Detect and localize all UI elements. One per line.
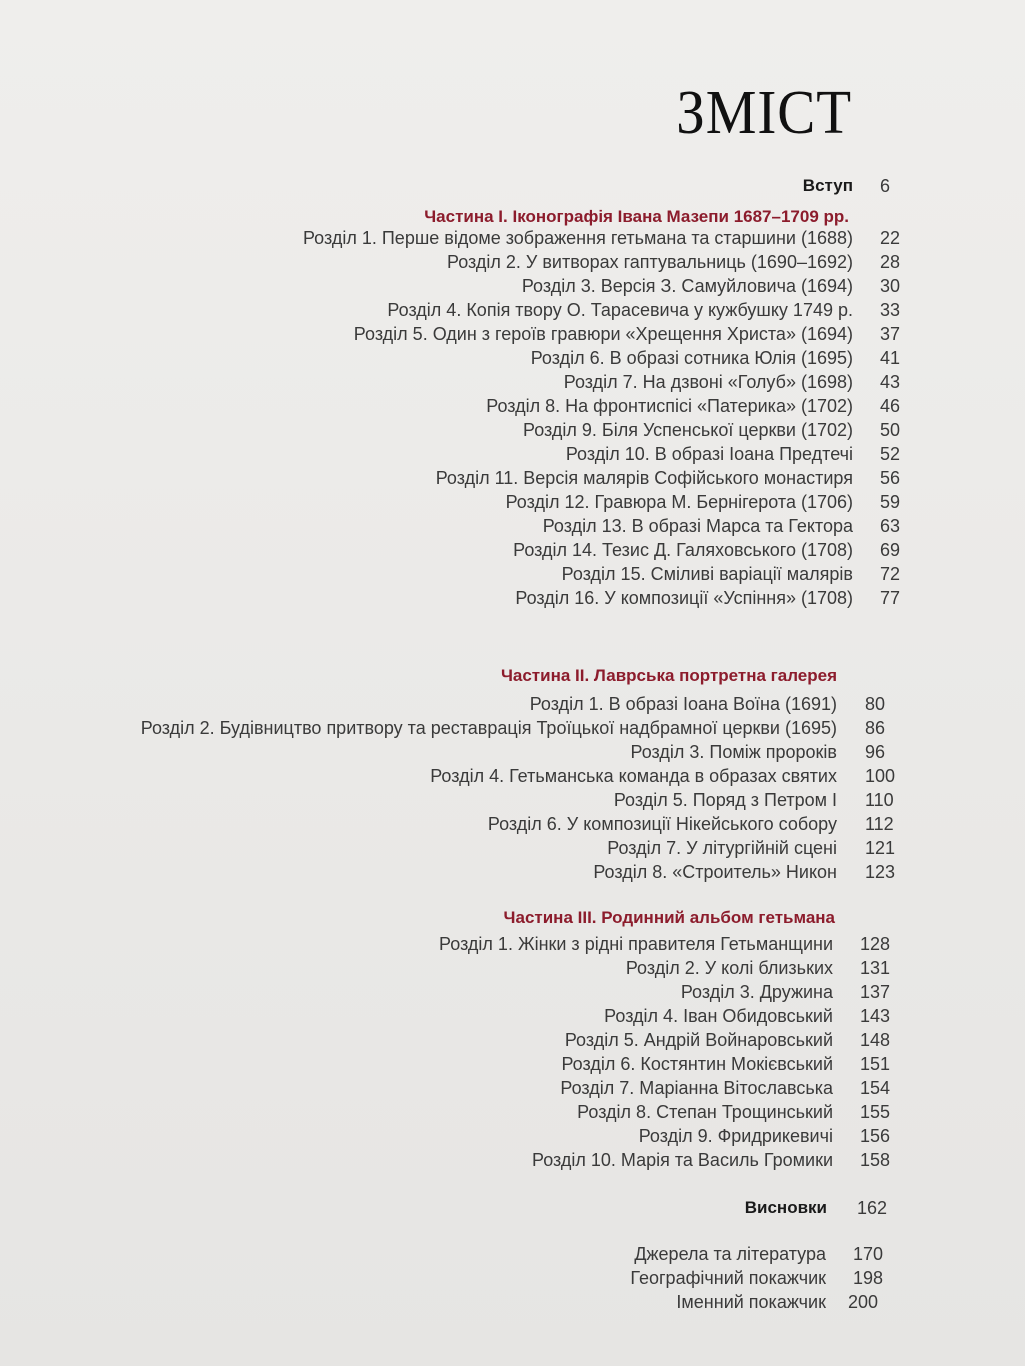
toc-entry-page: 158 (860, 1150, 891, 1170)
toc-entry-page: 59 (880, 492, 901, 512)
toc-entry (0, 836, 1025, 860)
toc-entry (0, 692, 1025, 716)
toc-entry-conclusions (0, 1196, 1025, 1220)
toc-entry-label: Висновки (744, 1198, 827, 1217)
toc-entry (0, 370, 1025, 394)
toc-entry-label: Розділ 2. У витворах гаптувальниць (1690–1692) (447, 252, 853, 272)
toc-entry-label: Розділ 5. Андрій Войнаровський (564, 1030, 833, 1050)
toc-entry (0, 788, 1025, 812)
toc-entry-page: 112 (865, 814, 894, 834)
toc-entry-page: 156 (860, 1126, 891, 1146)
toc-entry (0, 346, 1025, 370)
toc-entry (0, 980, 1025, 1004)
toc-entry-label: Розділ 2. У колі близьких (625, 958, 833, 978)
toc-entry-page: 128 (860, 934, 891, 954)
toc-entry-page: 80 (865, 694, 886, 714)
toc-entry-label: Джерела та література (634, 1244, 826, 1264)
toc-entry-page: 46 (880, 396, 901, 416)
toc-entry-page: 63 (880, 516, 901, 536)
toc-entry-label: Розділ 14. Тезис Д. Галяховського (1708) (513, 540, 853, 560)
toc-entry-label: Розділ 11. Версія малярів Софійського монастиря (435, 468, 853, 488)
toc-entry-page: 30 (880, 276, 901, 296)
toc-entry-page: 200 (848, 1292, 879, 1312)
toc-entry (0, 1076, 1025, 1100)
toc-entry-label: Розділ 10. В образі Іоана Предтечі (565, 444, 853, 464)
toc-entry (0, 932, 1025, 956)
toc-entry (0, 538, 1025, 562)
toc-entry-label: Розділ 1. Жінки з рідні правителя Гетьманщини (439, 934, 833, 954)
part-heading-2: Частина ІІ. Лаврська портретна галерея (500, 666, 837, 685)
toc-entry-label: Розділ 7. На дзвоні «Голуб» (1698) (563, 372, 853, 392)
toc-entry (0, 740, 1025, 764)
toc-entry (0, 1100, 1025, 1124)
toc-entry-label: Вступ (802, 176, 853, 195)
toc-entry-back-matter (0, 1290, 1025, 1314)
toc-entry (0, 442, 1025, 466)
toc-entry-page: 41 (880, 348, 901, 368)
toc-entry-page: 155 (860, 1102, 891, 1122)
toc-entry-label: Розділ 1. Перше відоме зображення гетьмана та старшини (1688) (302, 228, 853, 248)
toc-entry-page: 43 (880, 372, 901, 392)
toc-entry-page: 6 (880, 176, 891, 196)
toc-entry-page: 143 (860, 1006, 891, 1026)
toc-entry-page: 52 (880, 444, 901, 464)
toc-entry-intro (0, 174, 1025, 198)
toc-entry-page: 69 (880, 540, 901, 560)
toc-entry-label: Розділ 9. Біля Успенської церкви (1702) (522, 420, 853, 440)
toc-entry-page: 131 (860, 958, 891, 978)
toc-entry-label: Розділ 3. Дружина (680, 982, 833, 1002)
toc-entry (0, 274, 1025, 298)
toc-entry-label: Географічний покажчик (630, 1268, 826, 1288)
toc-entry (0, 860, 1025, 884)
toc-entry-label: Розділ 2. Будівництво притвору та реставрація Троїцької надбрамної церкви (1695) (140, 718, 837, 738)
toc-entry (0, 394, 1025, 418)
toc-entry-page: 154 (860, 1078, 891, 1098)
toc-entry (0, 514, 1025, 538)
toc-entry-page: 151 (860, 1054, 891, 1074)
toc-entry-page: 123 (865, 862, 896, 882)
toc-entry-label: Розділ 3. Версія З. Самуйловича (1694) (521, 276, 853, 296)
toc-entry-label: Розділ 3. Поміж пророків (630, 742, 837, 762)
toc-entry-label: Розділ 4. Гетьманська команда в образах святих (430, 766, 837, 786)
toc-entry-label: Розділ 15. Сміливі варіації малярів (561, 564, 853, 584)
toc-entry-label: Розділ 6. У композиції Нікейського собору (487, 814, 837, 834)
toc-entry-page: 162 (857, 1198, 888, 1218)
toc-entry-label: Розділ 8. «Строитель» Никон (593, 862, 837, 882)
toc-entry (0, 562, 1025, 586)
toc-entry-page: 96 (865, 742, 886, 762)
toc-entry (0, 226, 1025, 250)
toc-entry (0, 298, 1025, 322)
toc-entry-label: Розділ 1. В образі Іоана Воїна (1691) (529, 694, 837, 714)
toc-entry-page: 37 (880, 324, 901, 344)
toc-entry (0, 322, 1025, 346)
toc-entry-label: Розділ 9. Фридрикевичі (638, 1126, 833, 1146)
toc-entry (0, 716, 1025, 740)
toc-entry-page: 100 (865, 766, 896, 786)
toc-entry (0, 490, 1025, 514)
toc-entry-label: Розділ 6. Костянтин Мокієвський (561, 1054, 833, 1074)
toc-entry-page: 121 (865, 838, 896, 858)
toc-entry-page: 110 (865, 790, 894, 810)
toc-entry (0, 418, 1025, 442)
toc-entry-label: Розділ 13. В образі Марса та Гектора (542, 516, 853, 536)
toc-entry-page: 22 (880, 228, 901, 248)
toc-entry-label: Розділ 12. Гравюра М. Бернігерота (1706) (505, 492, 853, 512)
toc-entry-page: 56 (880, 468, 901, 488)
toc-entry-label: Розділ 7. У літургійній сцені (607, 838, 837, 858)
toc-entry (0, 764, 1025, 788)
toc-entry-label: Розділ 5. Один з героїв гравюри «Хрещення Христа» (1694) (353, 324, 853, 344)
toc-entry-label: Розділ 10. Марія та Василь Громики (532, 1150, 833, 1170)
toc-entry-label: Іменний покажчик (676, 1292, 826, 1312)
toc-entry-page: 148 (860, 1030, 891, 1050)
toc-entry-label: Розділ 7. Маріанна Вітославська (560, 1078, 833, 1098)
toc-entry-label: Розділ 16. У композиції «Успіння» (1708) (515, 588, 853, 608)
toc-entry-label: Розділ 6. В образі сотника Юлія (1695) (530, 348, 853, 368)
toc-entry-page: 137 (860, 982, 891, 1002)
toc-entry (0, 956, 1025, 980)
toc-entry (0, 1052, 1025, 1076)
toc-entry (0, 812, 1025, 836)
toc-entry (0, 1124, 1025, 1148)
toc-entry-label: Розділ 4. Копія твору О. Тарасевича у кужбушку 1749 р. (387, 300, 853, 320)
toc-entry (0, 1148, 1025, 1172)
toc-entry (0, 1028, 1025, 1052)
toc-entry-label: Розділ 5. Поряд з Петром І (613, 790, 837, 810)
toc-entry (0, 250, 1025, 274)
toc-entry-back-matter (0, 1266, 1025, 1290)
part-heading-3: Частина ІІІ. Родинний альбом гетьмана (503, 908, 835, 927)
toc-entry (0, 586, 1025, 610)
toc-entry-page: 28 (880, 252, 901, 272)
toc-entry-page: 170 (853, 1244, 884, 1264)
toc-entry-page: 198 (853, 1268, 884, 1288)
toc-entry-back-matter (0, 1242, 1025, 1266)
toc-entry (0, 466, 1025, 490)
part-heading-1: Частина І. Іконографія Івана Мазепи 1687–1709 рр. (424, 207, 849, 226)
toc-entry (0, 1004, 1025, 1028)
toc-entry-page: 50 (880, 420, 901, 440)
toc-entry-label: Розділ 4. Іван Обидовський (604, 1006, 833, 1026)
toc-entry-page: 72 (880, 564, 901, 584)
toc-entry-page: 33 (880, 300, 901, 320)
toc-entry-label: Розділ 8. На фронтиспісі «Патерика» (1702) (486, 396, 853, 416)
toc-entry-label: Розділ 8. Степан Трощинський (577, 1102, 833, 1122)
toc-entry-page: 77 (880, 588, 901, 608)
toc-entry-page: 86 (865, 718, 886, 738)
page-title: ЗМІСТ (676, 79, 852, 147)
